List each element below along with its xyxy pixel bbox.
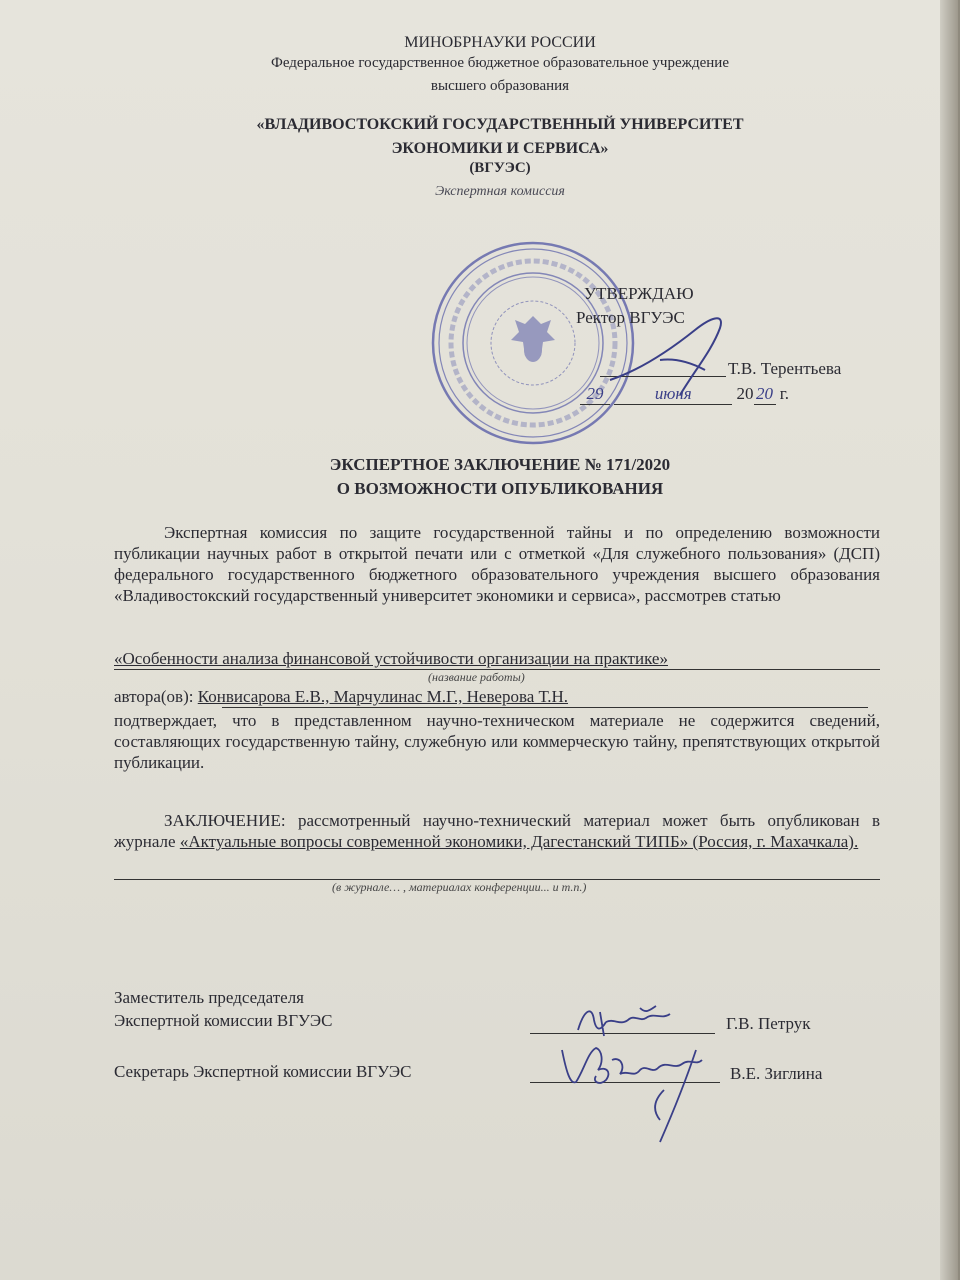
document-title: ЭКСПЕРТНОЕ ЗАКЛЮЧЕНИЕ № 171/2020: [329, 455, 671, 474]
journal-name: «Актуальные вопросы современной экономики, Дагестанский ТИПБ» (Россия, г. Махачкала).: [179, 832, 859, 851]
university-name-line2: ЭКОНОМИКИ И СЕРВИСА»: [391, 140, 609, 157]
deputy-title-line1: Заместитель председателя: [114, 988, 304, 1007]
institution-type-line2: высшего образования: [430, 78, 570, 94]
ministry-name: МИНОБРНАУКИ РОССИИ: [404, 34, 596, 51]
intro-paragraph: [114, 522, 880, 606]
confirm-paragraph: подтверждает, что в представленном научно-техническом материале не содержится сведений, составляющих государственную тайну, служебную или коммерческую тайну, препятствующих открытой публикации.: [114, 711, 880, 772]
approver-position: Ректор ВГУЭС: [576, 308, 685, 327]
date-year-prefix: 20: [736, 384, 754, 403]
authors-line: [114, 686, 880, 707]
secretary-title: Секретарь Экспертной комиссии ВГУЭС: [114, 1062, 412, 1081]
approver-name: Т.В. Терентьева: [728, 359, 842, 378]
page-edge-shadow: [940, 0, 958, 1280]
conclusion-lead: ЗАКЛЮЧЕНИЕ: рассмотренный научно-технический материал может быть опубликован в журнале: [114, 811, 880, 851]
conclusion-paragraph: [114, 810, 880, 852]
secretary-signature: [556, 1030, 736, 1160]
document-subtitle: О ВОЗМОЖНОСТИ ОПУБЛИКОВАНИЯ: [336, 479, 664, 498]
authors-label: автора(ов):: [114, 687, 194, 706]
date-month: июня: [614, 384, 732, 405]
work-title: «Особенности анализа финансовой устойчивости организации на практике»: [114, 649, 668, 668]
date-day: 29: [580, 384, 610, 405]
approval-date: [580, 384, 789, 405]
intro-text: Экспертная комиссия по защите государственной тайны и по определению возможности публикации научных работ в открытой печати или с отметкой «Для служебного пользования» (ДСП) федерального государственного бюджетного образовательного учреждения высшего образования «Владивостокский государственный университет экономики и сервиса», рассмотрев статью: [114, 523, 880, 605]
university-name-line1: «ВЛАДИВОСТОКСКИЙ ГОСУДАРСТВЕННЫЙ УНИВЕРСИТЕТ: [256, 116, 744, 133]
commission-name: Экспертная комиссия: [435, 184, 565, 199]
authors-value: Конвисарова Е.В., Марчулинас М.Г., Неверова Т.Н.: [197, 687, 569, 706]
work-title-line: [114, 648, 880, 669]
date-suffix: г.: [779, 384, 790, 403]
work-title-caption: (название работы): [428, 670, 525, 684]
approve-word: УТВЕРЖДАЮ: [584, 284, 694, 303]
journal-caption: (в журнале… , материалах конференции... и т.п.): [332, 880, 587, 894]
university-abbr: (ВГУЭС): [469, 160, 531, 176]
institution-type-line1: Федеральное государственное бюджетное образовательное учреждение: [270, 55, 729, 71]
deputy-title-line2: Экспертной комиссии ВГУЭС: [114, 1011, 333, 1030]
secretary-name: В.Е. Зиглина: [730, 1064, 823, 1083]
university-name: [100, 113, 900, 161]
date-year-suffix: 20: [754, 384, 776, 405]
deputy-name: Г.В. Петрук: [726, 1014, 811, 1033]
authors-rule: [222, 707, 868, 708]
